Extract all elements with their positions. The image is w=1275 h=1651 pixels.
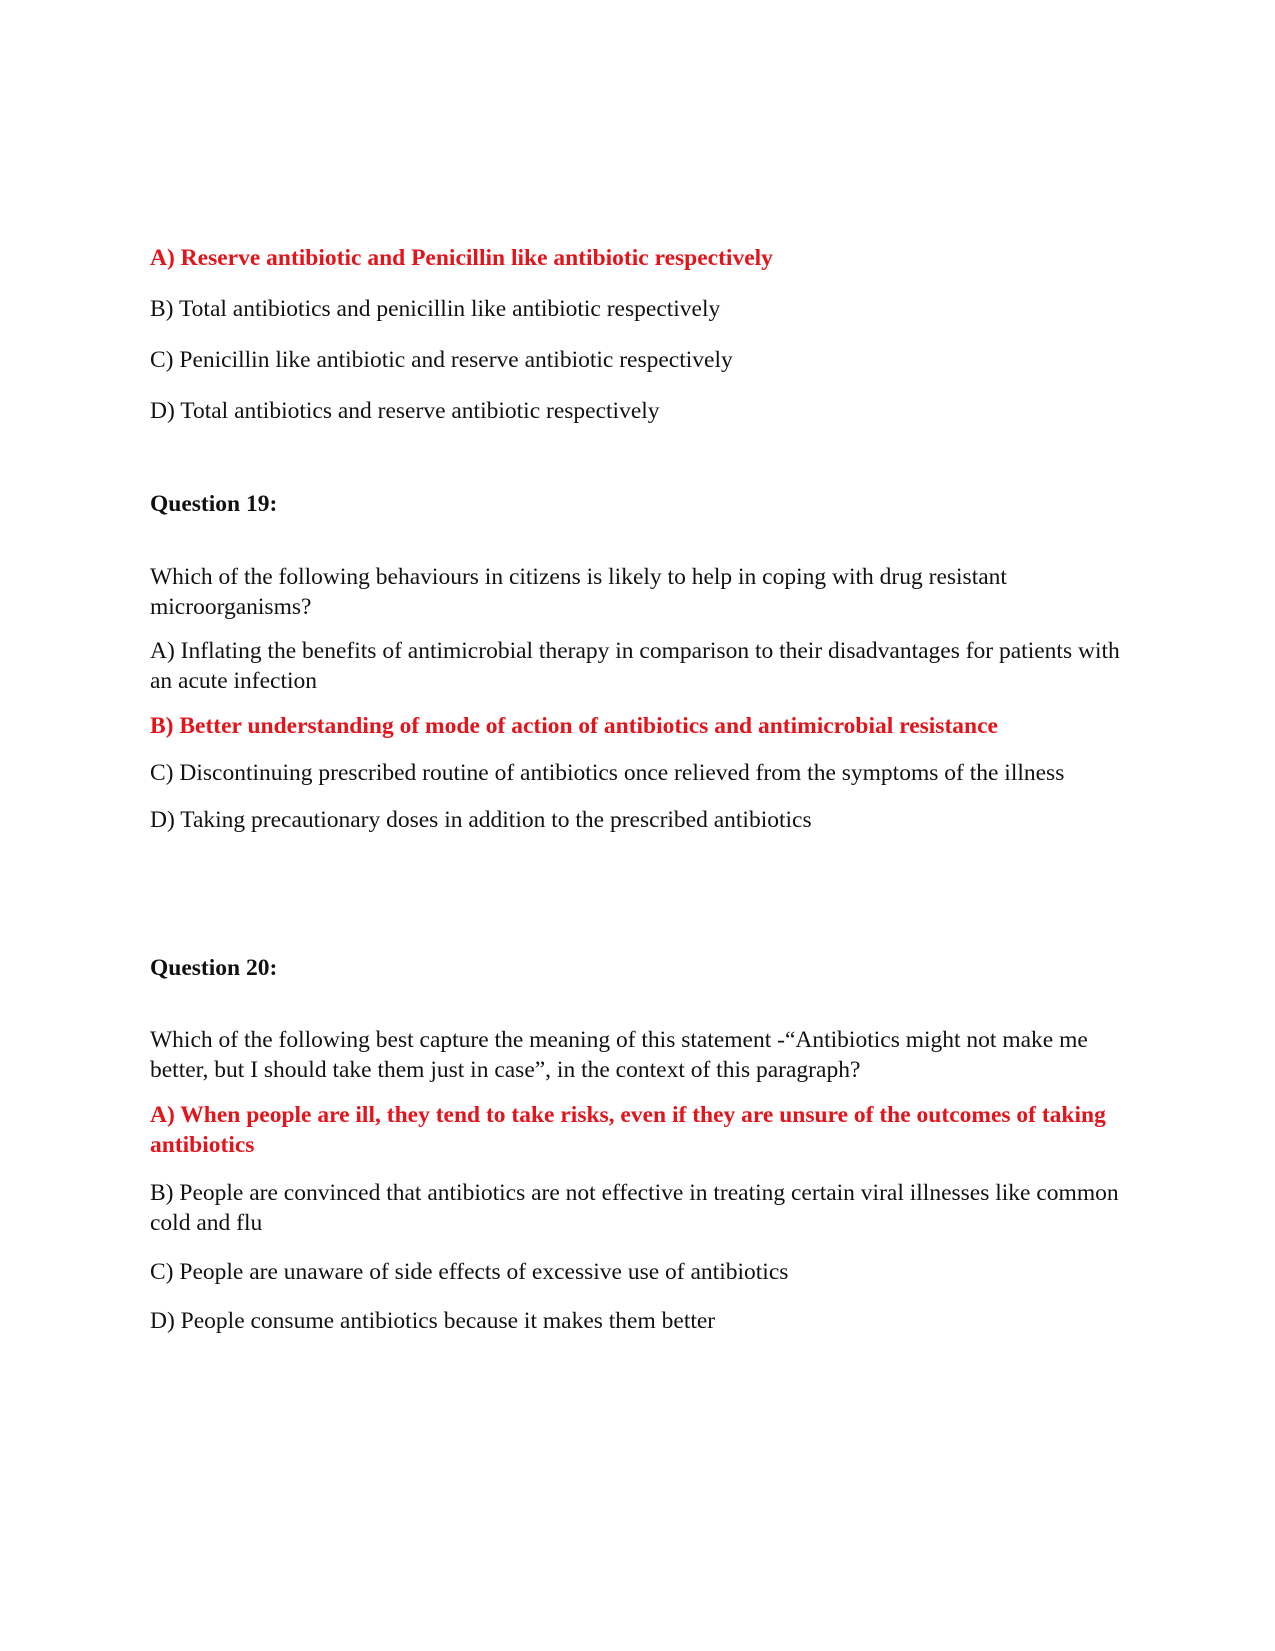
q19-heading: Question 19: [150, 491, 278, 517]
q18-option-a-correct: A) Reserve antibiotic and Penicillin like antibiotic respectively [150, 245, 773, 271]
q20-option-c: C) People are unaware of side effects of excessive use of antibiotics [150, 1259, 789, 1285]
q20-option-b: B) People are convinced that antibiotics are not effective in treating certain viral illnesses like common cold and flu [150, 1180, 1119, 1236]
q19-option-c: C) Discontinuing prescribed routine of antibiotics once relieved from the symptoms of the illness [150, 760, 1065, 786]
q19-option-b-correct: B) Better understanding of mode of action of antibiotics and antimicrobial resistance [150, 713, 998, 739]
q20-option-a-correct: A) When people are ill, they tend to take risks, even if they are unsure of the outcomes of taking antibiotics [150, 1102, 1106, 1158]
q19-question-text: Which of the following behaviours in citizens is likely to help in coping with drug resistant microorganisms? [150, 564, 1007, 620]
q19-option-d: D) Taking precautionary doses in addition to the prescribed antibiotics [150, 807, 812, 833]
q19-option-a: A) Inflating the benefits of antimicrobial therapy in comparison to their disadvantages for patients with an acute infection [150, 638, 1120, 694]
q18-option-b: B) Total antibiotics and penicillin like antibiotic respectively [150, 296, 721, 322]
q20-question-text: Which of the following best capture the meaning of this statement -“Antibiotics might not make me better, but I should take them just in case”, in the context of this paragraph? [150, 1027, 1088, 1083]
q18-option-d: D) Total antibiotics and reserve antibiotic respectively [150, 398, 660, 424]
q20-option-d: D) People consume antibiotics because it makes them better [150, 1308, 716, 1334]
q18-option-c: C) Penicillin like antibiotic and reserve antibiotic respectively [150, 347, 733, 373]
q20-heading: Question 20: [150, 955, 278, 981]
